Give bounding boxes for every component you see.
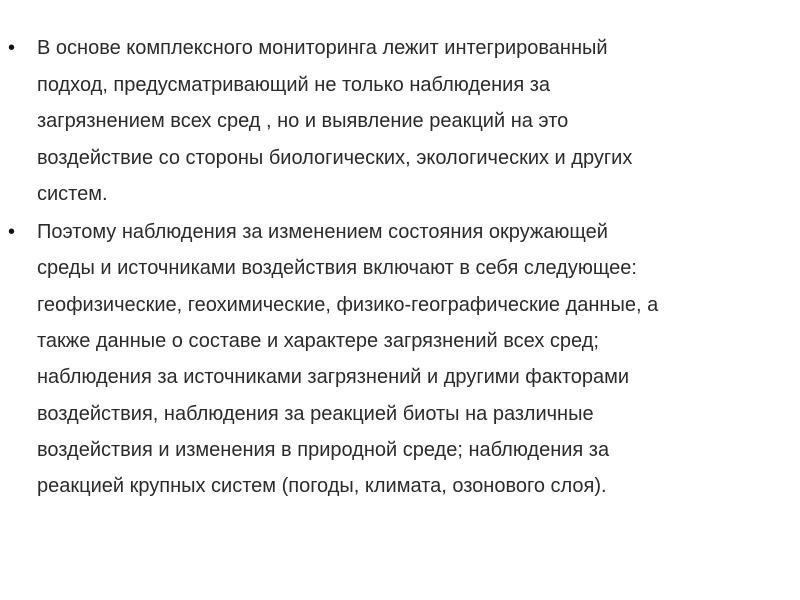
text-line: геофизические, геохимические, физико-географические данные, а xyxy=(37,293,659,316)
text-line: воздействия и изменения в природной среде; наблюдения за xyxy=(37,438,610,461)
bullet-icon: • xyxy=(8,221,16,243)
text-line: В основе комплексного мониторинга лежит интегрированный xyxy=(37,37,608,59)
text-line: среды и источниками воздействия включают в себя следующее: xyxy=(37,257,637,280)
text-line: воздействие со стороны биологических, экологических и других xyxy=(37,146,633,169)
text-line: подход, предусматривающий не только наблюдения за xyxy=(37,73,551,96)
text-line: воздействия, наблюдения за реакцией биоты на различные xyxy=(37,402,594,425)
text-line: наблюдения за источниками загрязнений и другими факторами xyxy=(37,366,630,389)
text-line: также данные о составе и характере загрязнений всех сред; xyxy=(37,329,599,352)
bullet-icon: • xyxy=(8,37,16,59)
text-line: реакцией крупных систем (погоды, климата, озонового слоя). xyxy=(37,475,607,498)
text-line: загрязнением всех сред , но и выявление реакций на это xyxy=(37,110,569,132)
text-line: Поэтому наблюдения за изменением состояния окружающей xyxy=(37,221,608,243)
text-line: систем. xyxy=(37,183,108,205)
